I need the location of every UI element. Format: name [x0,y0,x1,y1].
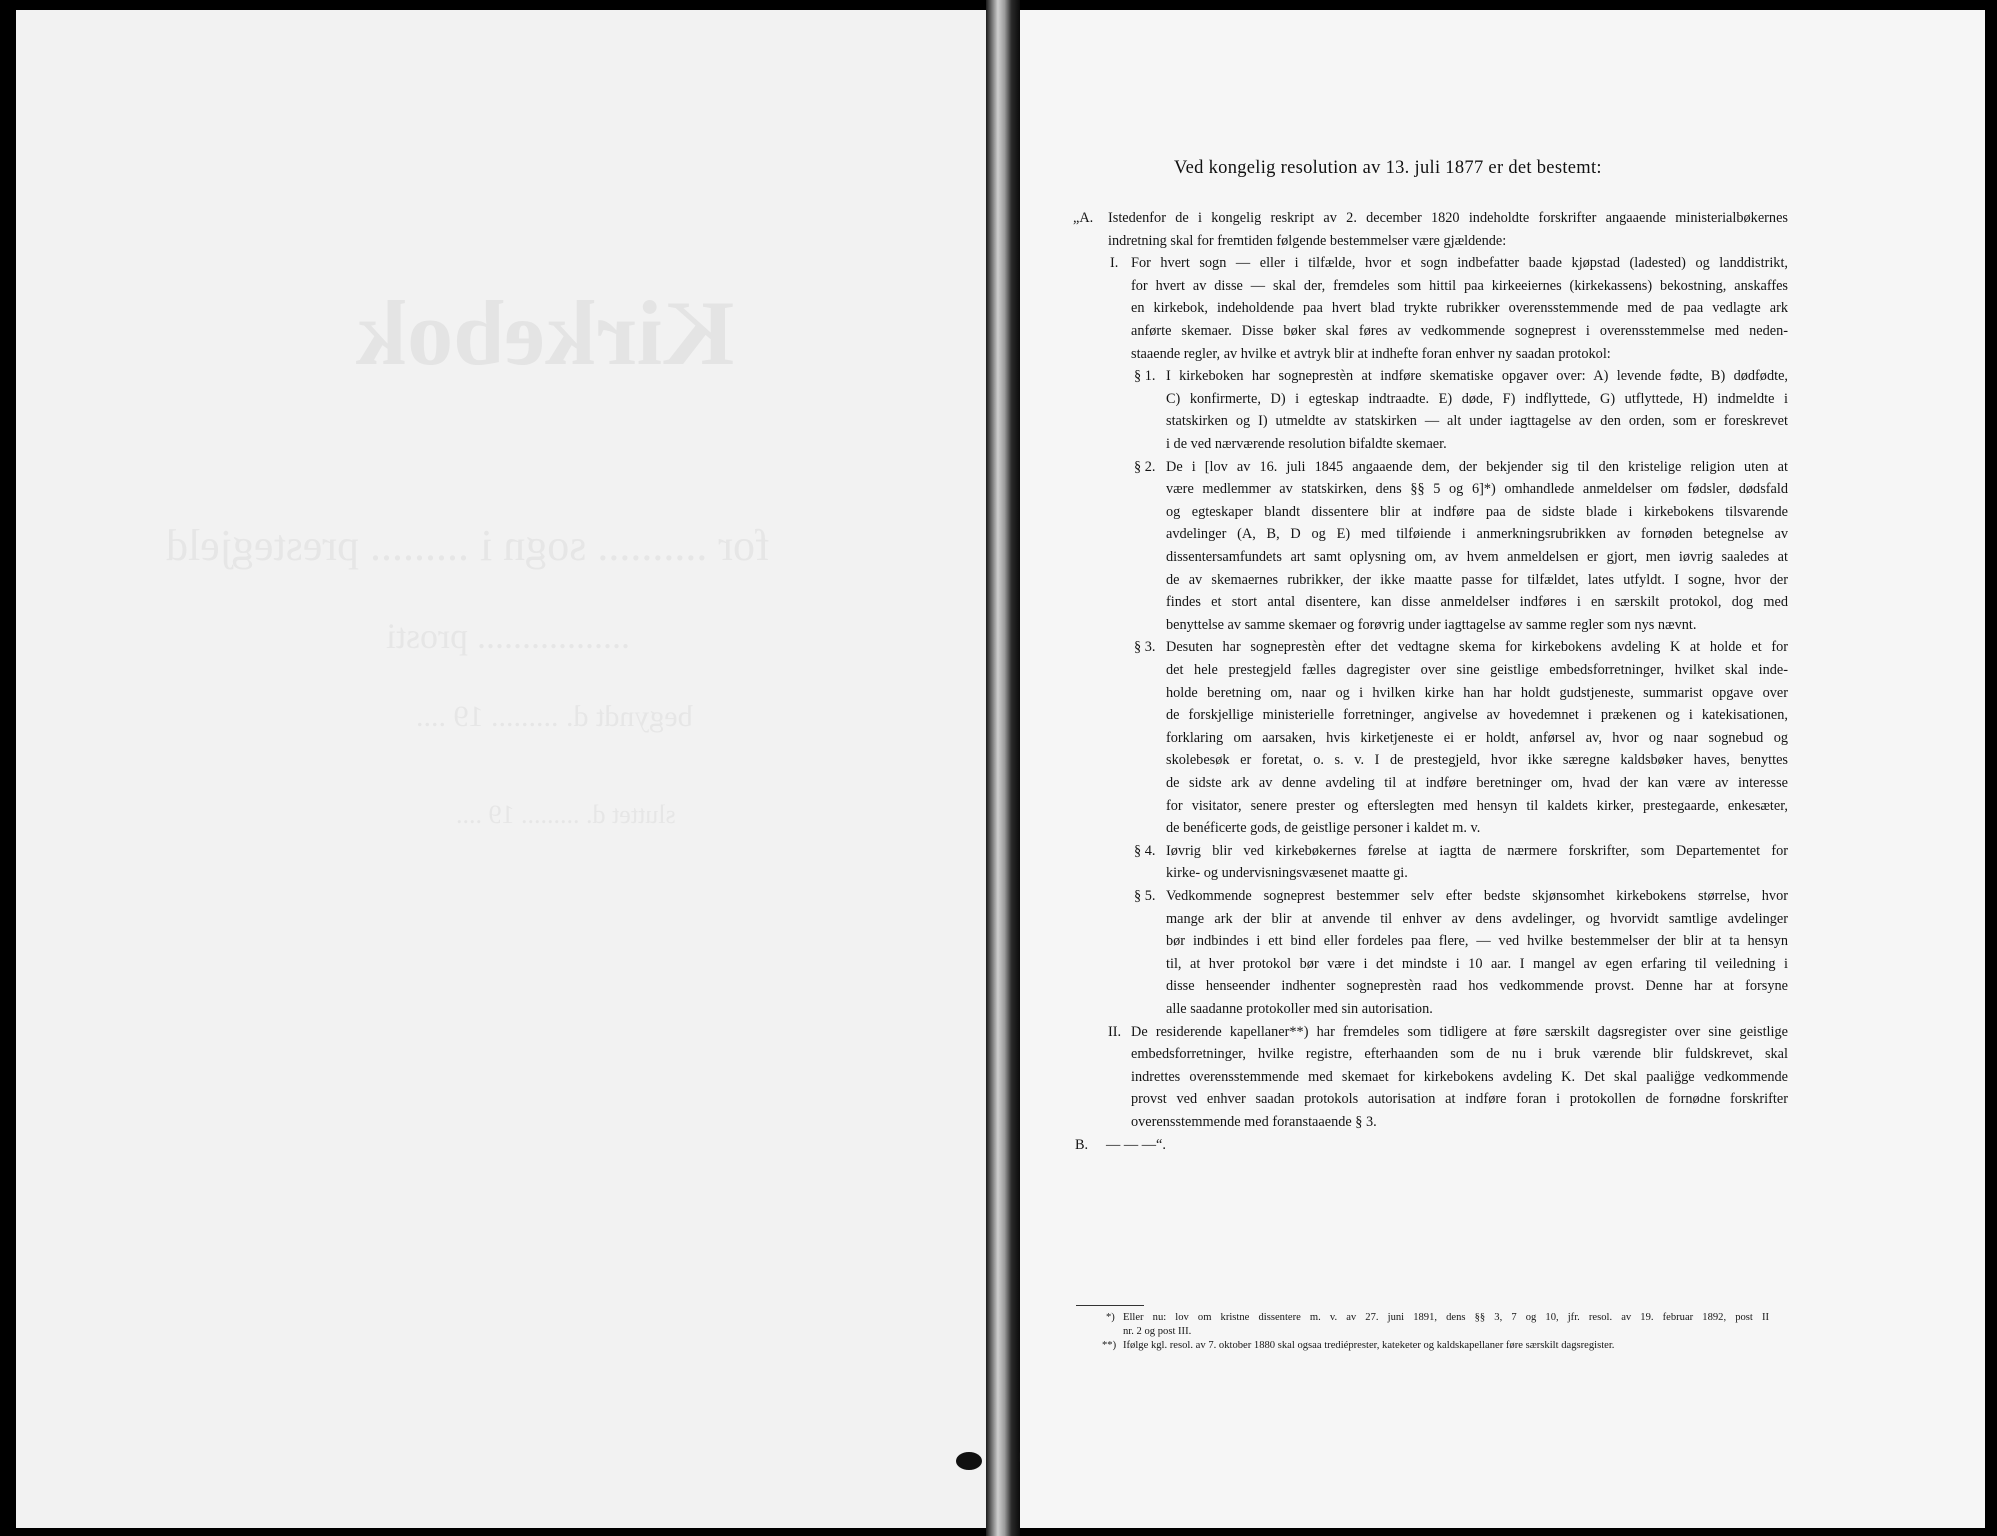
section-i-line-2: for hvert av disse — skal der, fremdeles som hittil paa kirkeeiernes (kirkekassens) bekostning, anskaffes [1131,277,1788,294]
paragraph-2-line-5: dissentersamfundets art samt oplysning om, av hvem anmeldelsen er gjort, men iøvrig saaledes at [1166,549,1788,565]
footnote-rule [1076,1305,1144,1306]
footnote-2-line-1: Ifølge kgl. resol. av 7. oktober 1880 skal ogsaa trediéprester, kateketer og kaldskapellaner føre særskilt dagsregister. [1123,1340,1615,1351]
section-a-line-2: indretning skal for fremtiden følgende bestemmelser være gjældende: [1108,232,1507,249]
paragraph-5-line-3: bør indbindes i ett bind eller fordeles paa flere, — ved hvilke bestemmelser der blir at ta hensyn [1166,933,1788,950]
paragraph-5-line-5: disse henseender indhenter sogneprestèn raad hos vedkommende provst. Denne har at forsyne [1166,978,1788,995]
footnote-1-marker: *) [1106,1312,1115,1323]
mirror-line-3: begyndt d. ......... 19 .... [416,700,693,733]
paragraph-4-marker: § 4. [1134,842,1156,859]
section-i-line-1: For hvert sogn — eller i tilfælde, hvor et sogn indbefatter baade kjøpstad (ladested) og landdistrikt, [1131,255,1788,272]
paragraph-3-marker: § 3. [1134,639,1156,656]
paragraph-3-line-8: for visitator, senere prester og efterslegten med hensyn til kaldets kirker, prestegaarde, enkesæter, [1166,797,1788,814]
paragraph-2-line-6: de av skemaernes rubrikker, der ikke maatte passe for tilfældet, lates utfyldt. I sogne, hvor der [1166,571,1788,588]
section-i-line-5: staaende regler, av hvilke et avtryk blir at indhefte foran enhver ny saadan protokol: [1131,345,1611,362]
paragraph-3-line-4: de forskjellige ministerielle forretninger, angivelse av hovedemnet i prækenen og i katekisationen, [1166,707,1788,724]
section-a-line-1: Istedenfor de i kongelig reskript av 2. december 1820 indeholdte forskrifter angaaende ministerialbøkernes [1108,210,1788,226]
section-b-marker: B. [1075,1136,1089,1153]
section-ii-marker: II. [1108,1023,1122,1040]
paragraph-4-line-1: Iøvrig blir ved kirkebøkernes førelse at iagtta de nærmere forskrifter, som Departementet for [1166,842,1788,859]
paragraph-2-line-4: avdelinger (A, B, D og E) med tilføiende i anmerkningsrubrikken av fornøden betegnelse av [1166,526,1788,543]
paragraph-4-line-2: kirke- og undervisningsvæsenet maatte gi. [1166,865,1408,882]
paragraph-2-line-7: findes et stort antal disentere, kan disse anmeldelser indføres i en særskilt protokol, dog med [1166,594,1788,611]
section-ii-line-2: embedsforretninger, hvilke registre, efterhaanden som de nu i bruk værende blir fuldskrevet, skal [1131,1046,1788,1063]
paragraph-3-line-5: forklaring om aarsaken, hvis kirketjeneste ei er holdt, anførsel av, hvor og naar sognebud og [1166,729,1788,746]
paragraph-3-line-9: de benéficerte gods, de geistlige personer i kaldet m. v. [1166,820,1481,837]
page-heading: Ved kongelig resolution av 13. juli 1877 er det bestemt: [1174,158,1602,178]
paragraph-1-line-1: I kirkeboken har sogneprestèn at indføre skematiske opgaver over: A) levende fødte, B) dødfødte, [1166,368,1788,385]
section-i-line-4: anførte skemaer. Disse bøker skal føres av vedkommende sogneprest i overensstemmelse med neden- [1131,323,1788,339]
footnote-1-line-1: Eller nu: lov om kristne dissentere m. v. av 27. juni 1891, dens §§ 3, 7 og 10, jfr. resol. av 19. februar 1892, post II [1123,1312,1769,1323]
paragraph-1-marker: § 1. [1134,368,1156,385]
paragraph-2-line-8: benyttelse av samme skemaer og forøvrig under iagttagelse av samme regler som nys nævnt. [1166,616,1697,633]
book-gutter [986,0,1020,1536]
paragraph-3-line-3: holde beretning om, naar og i hvilken kirke han har holdt gudstjeneste, summarist opgave over [1166,684,1788,701]
section-ii-line-1: De residerende kapellaner**) har fremdeles som tidligere at føre særskilt dagsregister over sine geistlige [1131,1023,1788,1040]
paragraph-3-line-6: skolebesøk er foretat, o. s. v. I de prestegjeld, hvor ikke særegne kaldsbøker haves, benyttes [1166,752,1788,769]
mirror-line-2: ................. prosti [386,616,631,656]
paragraph-1-line-4: i de ved nærværende resolution bifaldte skemaer. [1166,436,1447,452]
paragraph-5-line-4: til, at hver protokol bør være i det mindste i 10 aar. I mangel av egen erfaring til veiledning i [1166,955,1788,972]
paragraph-2-line-3: og egteskaper blandt dissentere blir at indføre paa de sidste blade i kirkebokens tilsvarende [1166,503,1788,520]
ink-blot-left [956,1452,982,1470]
section-ii-line-4: provst ved enhver saadan protokols autorisation at indføre foran i protokollen de fornødne forskrifter [1131,1091,1788,1108]
paragraph-2-line-2: være medlemmer av statskirken, dens §§ 5 og 6]*) omhandlede anmeldelser om fødsler, dødsfald [1166,481,1788,498]
footnote-1-line-2: nr. 2 og post III. [1123,1326,1192,1337]
section-b-text: — — —“. [1106,1136,1166,1153]
paragraph-1-line-3: statskirken og I) utmeldte av statskirken — alt under iagttagelse av den orden, som er foreskrevet [1166,413,1788,430]
section-i-line-3: en kirkebok, indeholdende paa hvert blad trykte rubrikker overensstemmende med de paa vedlagte ark [1131,300,1788,317]
paragraph-2-marker: § 2. [1134,458,1156,475]
paragraph-5-line-2: mange ark der blir at anvende til enhver av dens avdelinger, og hvorvidt samtlige avdelinger [1166,910,1788,927]
paragraph-5-line-6: alle saadanne protokoller med sin autorisation. [1166,1001,1433,1017]
paragraph-5-marker: § 5. [1134,888,1156,904]
paragraph-3-line-2: det hele prestegjeld fælles dagregister over sine geistlige embedsforretninger, hvilket skal inde- [1166,662,1788,678]
paragraph-1-line-2: C) konfirmerte, D) i egteskap indtraadte. E) døde, F) indflyttede, G) utflyttede, H) indmeldte i [1166,390,1788,407]
left-page [16,10,986,1528]
section-ii-line-3: indrettes overensstemmende med skemaet for kirkebokens avdeling K. Det skal paalig̈ge vedkommende [1131,1068,1788,1085]
footnote-2-marker: **) [1102,1340,1117,1351]
paragraph-3-line-7: de sidste ark av denne avdeling til at indføre beretninger om, hvad der kan være av interesse [1166,775,1788,791]
section-ii-line-5: overensstemmende med foranstaaende § 3. [1131,1114,1377,1130]
section-a-marker: „A. [1073,210,1094,226]
section-i-marker: I. [1110,255,1119,272]
paragraph-3-line-1: Desuten har sogneprestèn efter det vedtagne skema for kirkebokens avdeling K at holde et for [1166,639,1788,656]
paragraph-5-line-1: Vedkommende sogneprest bestemmer selv efter bedste skjønsomhet kirkebokens størrelse, hvor [1166,888,1788,904]
mirror-title: Kirkebok [356,282,735,384]
mirror-line-4: sluttet d. ......... 19 .... [456,800,676,829]
mirror-line-1: for .......... sogn i ......... prestegjeld [166,521,770,570]
paragraph-2-line-1: De i [lov av 16. juli 1845 angaaende dem, der bekjender sig til den kristelige religion uten at [1166,458,1788,475]
